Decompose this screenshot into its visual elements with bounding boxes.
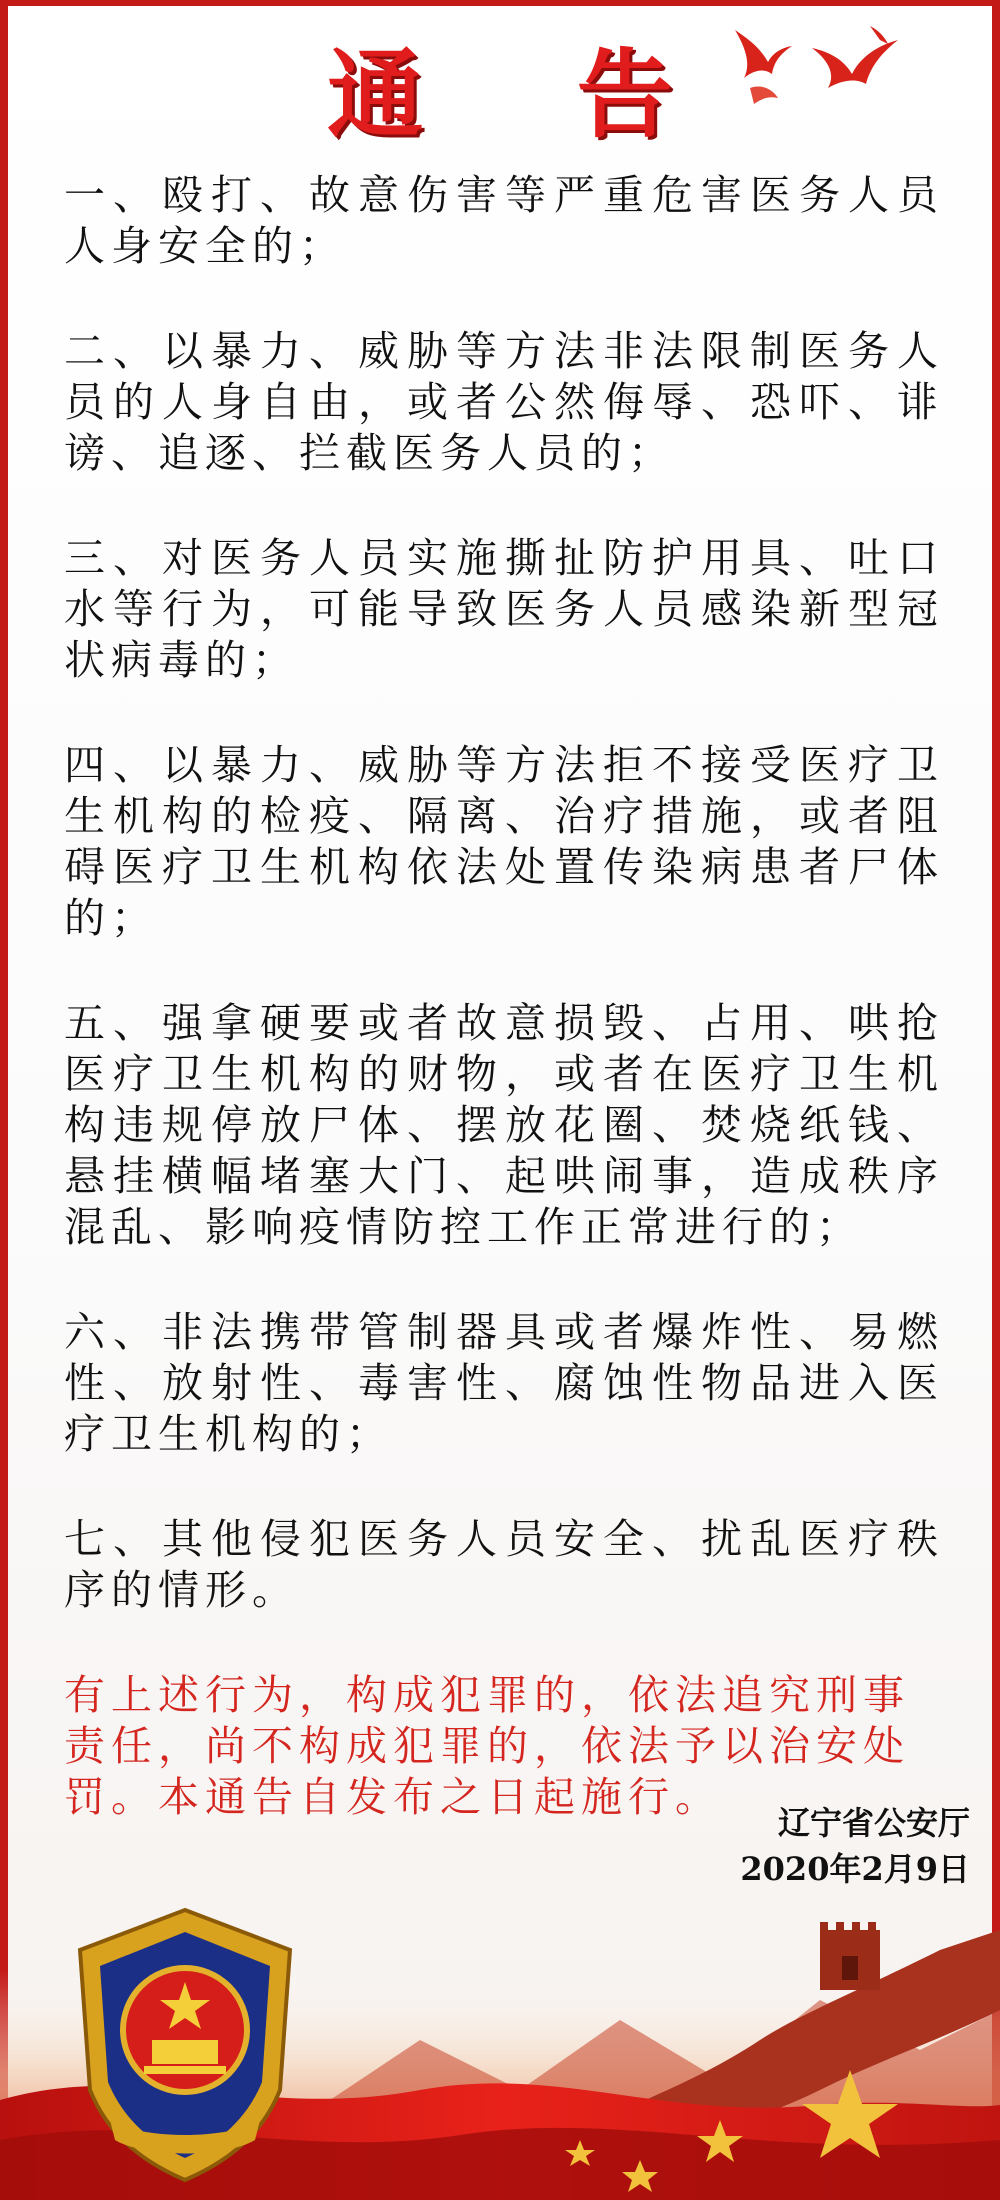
doves-icon xyxy=(720,18,900,108)
notice-body xyxy=(64,170,944,1823)
notice-item-5: 五、强拿硬要或者故意损毁、占用、哄抢医疗卫生机构的财物，或者在医疗卫生机构违规停放尸体、摆放花圈、焚烧纸钱、悬挂横幅堵塞大门、起哄闹事，造成秩序混乱、影响疫情防控工作正常进行的； xyxy=(64,999,944,1251)
right-border xyxy=(992,0,1000,2200)
notice-item-1: 一、殴打、故意伤害等严重危害医务人员人身安全的； xyxy=(64,171,944,270)
top-border xyxy=(0,0,1000,6)
notice-title: 通 告 xyxy=(327,39,733,151)
notice-item-6: 六、非法携带管制器具或者爆炸性、易燃性、放射性、毒害性、腐蚀性物品进入医疗卫生机构的； xyxy=(64,1308,944,1458)
signature-block xyxy=(740,1800,970,1892)
notice-item-3: 三、对医务人员实施撕扯防护用具、吐口水等行为，可能导致医务人员感染新型冠状病毒的； xyxy=(64,534,944,684)
notice-item-4: 四、以暴力、威胁等方法拒不接受医疗卫生机构的检疫、隔离、治疗措施，或者阻碍医疗卫生机构依法处置传染病患者尸体的； xyxy=(64,741,944,942)
notice-item-2: 二、以暴力、威胁等方法非法限制医务人员的人身自由，或者公然侮辱、恐吓、诽谤、追逐、拦截医务人员的； xyxy=(64,327,944,477)
police-emblem-icon xyxy=(40,1890,330,2190)
left-border xyxy=(0,0,8,2200)
penalty-warning: 有上述行为，构成犯罪的，依法追究刑事责任，尚不构成犯罪的，依法予以治安处罚。本通告自发布之日起施行。 xyxy=(64,1671,910,1821)
issuer-name: 辽宁省公安厅 xyxy=(777,1804,970,1842)
issue-date: 2020年2月9日 xyxy=(740,1850,970,1888)
notice-item-7: 七、其他侵犯医务人员安全、扰乱医疗秩序的情形。 xyxy=(64,1515,944,1614)
